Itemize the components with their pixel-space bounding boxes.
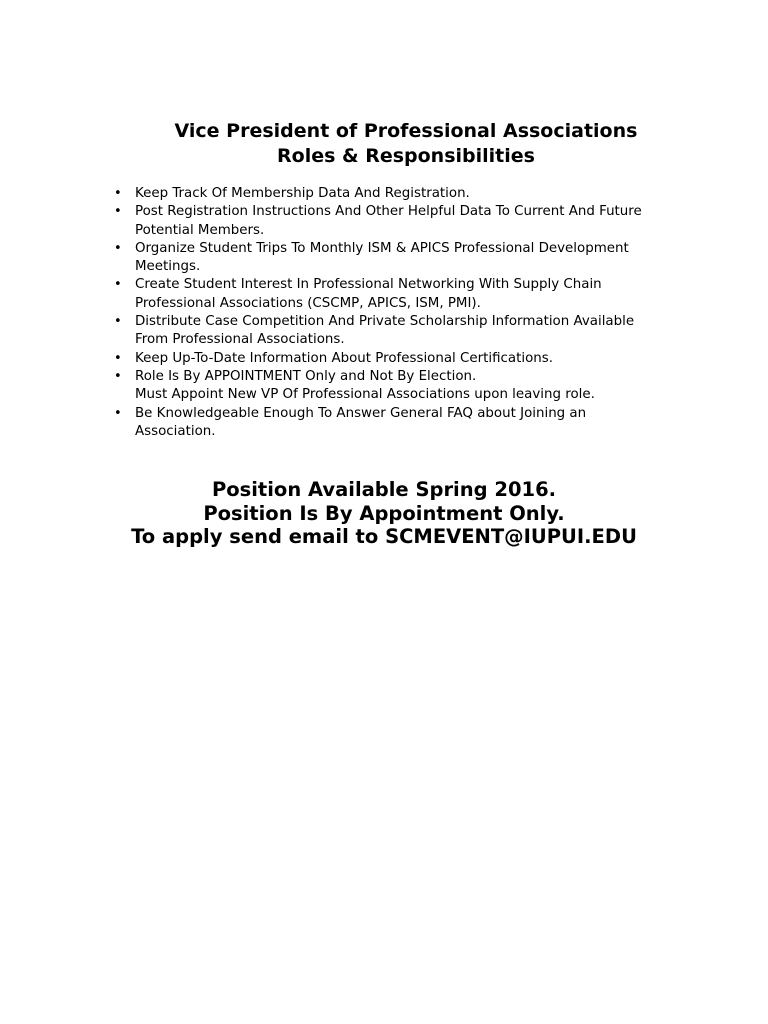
- list-item: [110, 368, 670, 405]
- bullet-icon: •: [114, 405, 122, 421]
- list-item-text: Keep Track Of Membership Data And Registration.: [135, 186, 470, 201]
- bullet-icon: •: [114, 314, 122, 330]
- notice-availability: Position Available Spring 2016.: [211, 478, 557, 501]
- list-item: [110, 203, 670, 240]
- bullet-icon: •: [114, 368, 122, 384]
- bullet-icon: •: [114, 186, 122, 201]
- list-item: [110, 313, 670, 350]
- list-item-subtext: Must Appoint New VP Of Professional Associations upon leaving role.: [135, 387, 595, 403]
- list-item: [110, 276, 670, 313]
- notice-apply-email: To apply send email to SCMEVENT@IUPUI.EDU: [131, 525, 637, 548]
- list-item-text: Role Is By APPOINTMENT Only and Not By Election.: [135, 368, 477, 384]
- document-title: [0, 119, 768, 169]
- notice-appointment: Position Is By Appointment Only.: [203, 501, 565, 525]
- list-item-text: Post Registration Instructions And Other Helpful Data To Current And Future Potential Members.: [135, 204, 642, 238]
- list-item: [110, 185, 670, 203]
- list-item-text: Keep Up-To-Date Information About Professional Certifications.: [135, 350, 553, 366]
- title-line-2: Roles & Responsibilities: [277, 145, 535, 167]
- list-item: [110, 350, 670, 368]
- list-item-text: Create Student Interest In Professional Networking With Supply Chain Professional Associations (CSCMP, APICS, ISM, PMI).: [135, 277, 602, 311]
- responsibilities-list: [110, 185, 670, 441]
- title-line-1: Vice President of Professional Associations: [174, 120, 638, 142]
- list-item-text: Distribute Case Competition And Private Scholarship Information Available From Professional Associations.: [135, 314, 635, 348]
- list-item-text: Be Knowledgeable Enough To Answer General FAQ about Joining an Association.: [135, 405, 587, 439]
- list-item-text: Organize Student Trips To Monthly ISM & APICS Professional Development Meetings.: [135, 240, 629, 275]
- list-item: [110, 240, 670, 277]
- bullet-icon: •: [114, 350, 122, 366]
- bullet-icon: •: [114, 204, 122, 220]
- bullet-icon: •: [114, 277, 122, 293]
- list-item: [110, 405, 670, 442]
- position-notice: [0, 478, 768, 549]
- bullet-icon: •: [114, 240, 122, 256]
